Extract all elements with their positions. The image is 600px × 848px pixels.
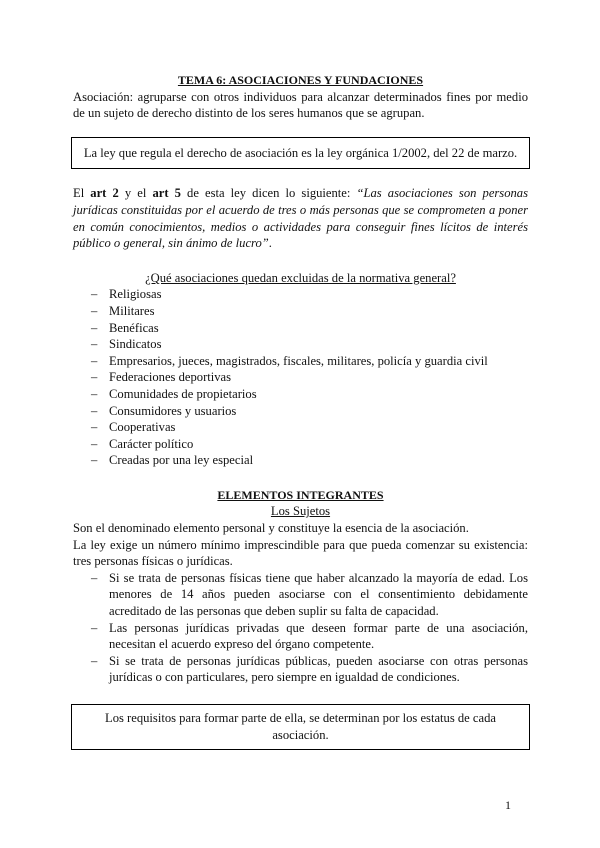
sujetos-list [73, 570, 528, 686]
list-item: – Carácter político [73, 436, 528, 453]
list-item: – Consumidores y usuarios [73, 403, 528, 420]
requisitos-callout-box [71, 704, 530, 750]
excluded-heading: ¿Qué asociaciones quedan excluidas de la normativa general? [145, 270, 456, 285]
article-text-2: y el [118, 186, 153, 201]
article-ref-5: art 5 [152, 186, 181, 201]
intro-paragraph: Asociación: agruparse con otros individuos para alcanzar determinados fines por medio de un sujeto de derecho distinto de los seres humanos que se agrupan. [73, 89, 528, 121]
list-item: – Sindicatos [73, 336, 528, 353]
article-ref-2: art 2 [90, 186, 119, 201]
article-paragraph [73, 185, 528, 251]
excluded-list [73, 286, 528, 469]
list-item: – Federaciones deportivas [73, 369, 528, 386]
list-item: – Si se trata de personas físicas tiene que haber alcanzado la mayoría de edad. Los menores de 14 años pueden asociarse con el consentimiento debidamente acreditado de las personas que deben suplir su falta de capacidad. [73, 570, 528, 620]
law-callout-text: La ley que regula el derecho de asociación es la ley orgánica 1/2002, del 22 de marzo. [83, 145, 518, 160]
document-page [73, 72, 528, 750]
list-item: – Benéficas [73, 320, 528, 337]
list-item: – Cooperativas [73, 419, 528, 436]
article-end: . [268, 236, 272, 251]
requisitos-callout-text: Los requisitos para formar parte de ella, se determinan por los estatus de cada asociación. [105, 711, 496, 742]
list-item: – Creadas por una ley especial [73, 452, 528, 469]
elementos-heading: ELEMENTOS INTEGRANTES [217, 487, 384, 502]
document-title: TEMA 6: ASOCIACIONES Y FUNDACIONES [177, 73, 424, 87]
list-item: – Empresarios, jueces, magistrados, fiscales, militares, policía y guardia civil [73, 353, 528, 370]
sujetos-subheading: Los Sujetos [270, 504, 331, 519]
article-text-3: de esta ley dicen lo siguiente: [180, 186, 357, 201]
list-item: – Las personas jurídicas privadas que deseen formar parte de una asociación, necesitan el acuerdo expreso del órgano competente. [73, 620, 528, 653]
list-item: – Comunidades de propietarios [73, 386, 528, 403]
list-item: – Militares [73, 303, 528, 320]
sujetos-paragraph-2: La ley exige un número mínimo imprescindible para que pueda comenzar su existencia: tres personas físicas o jurídicas. [73, 537, 528, 569]
sujetos-paragraph-1: Son el denominado elemento personal y constituye la esencia de la asociación. [73, 521, 469, 536]
list-item: – Religiosas [73, 286, 528, 303]
article-quote: “Las asociaciones son personas jurídicas constituidas por el acuerdo de tres o más personas que se comprometen a poner en común conocimientos, medios o actividades para conseguir fines lícitos de interés público o general, sin ánimo de lucro” [73, 186, 528, 251]
law-callout-box [71, 137, 530, 170]
list-item: – Si se trata de personas jurídicas públicas, pueden asociarse con otras personas jurídicas o con particulares, pero siempre en igualdad de condiciones. [73, 653, 528, 686]
article-text-1: El [73, 186, 91, 201]
page-number: 1 [505, 798, 511, 812]
